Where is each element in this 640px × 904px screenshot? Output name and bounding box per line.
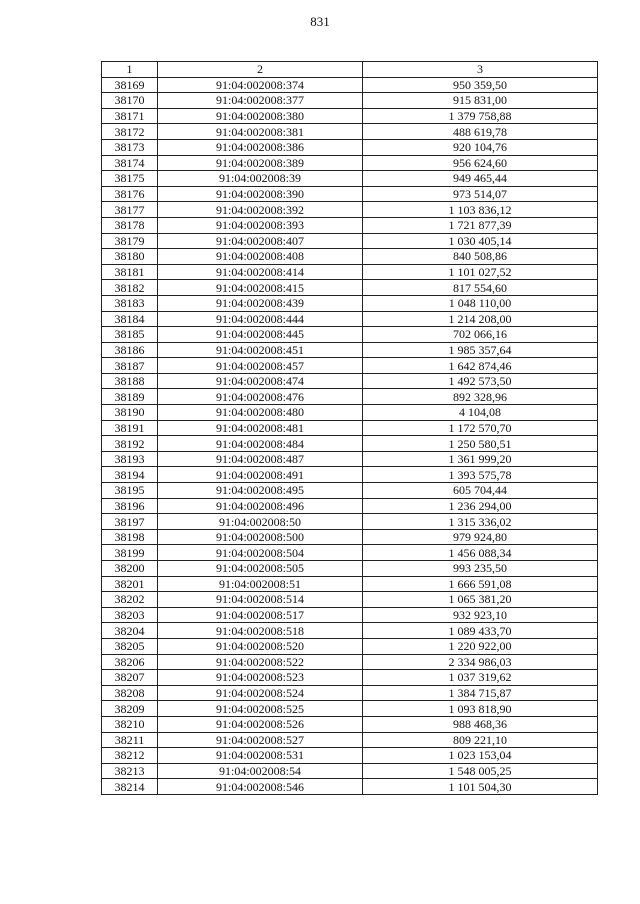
value-cell: 973 514,07	[363, 186, 598, 202]
table-row	[102, 685, 598, 701]
table-row	[102, 77, 598, 93]
registry-table	[101, 61, 598, 795]
cadastral-number-cell: 91:04:002008:51	[158, 576, 363, 592]
cadastral-number-cell: 91:04:002008:500	[158, 529, 363, 545]
table-row	[102, 732, 598, 748]
value-cell: 956 624,60	[363, 155, 598, 171]
cadastral-number-cell: 91:04:002008:377	[158, 93, 363, 109]
value-cell: 950 359,50	[363, 77, 598, 93]
row-number-cell: 38199	[102, 545, 158, 561]
cadastral-number-cell: 91:04:002008:39	[158, 171, 363, 187]
value-cell: 1 236 294,00	[363, 498, 598, 514]
row-number-cell: 38186	[102, 342, 158, 358]
table-row	[102, 748, 598, 764]
row-number-cell: 38177	[102, 202, 158, 218]
row-number-cell: 38211	[102, 732, 158, 748]
row-number-cell: 38189	[102, 389, 158, 405]
value-cell: 1 456 088,34	[363, 545, 598, 561]
cadastral-number-cell: 91:04:002008:389	[158, 155, 363, 171]
value-cell: 2 334 986,03	[363, 654, 598, 670]
table-row	[102, 670, 598, 686]
table-row	[102, 171, 598, 187]
cadastral-number-cell: 91:04:002008:445	[158, 327, 363, 343]
cadastral-number-cell: 91:04:002008:495	[158, 483, 363, 499]
value-cell: 1 548 005,25	[363, 763, 598, 779]
table-row	[102, 405, 598, 421]
value-cell: 702 066,16	[363, 327, 598, 343]
cadastral-number-cell: 91:04:002008:491	[158, 467, 363, 483]
value-cell: 915 831,00	[363, 93, 598, 109]
table-row	[102, 451, 598, 467]
value-cell: 1 666 591,08	[363, 576, 598, 592]
value-cell: 488 619,78	[363, 124, 598, 140]
row-number-cell: 38191	[102, 420, 158, 436]
value-cell: 1 048 110,00	[363, 295, 598, 311]
cadastral-number-cell: 91:04:002008:531	[158, 748, 363, 764]
page-number: 831	[310, 14, 330, 29]
value-cell: 1 023 153,04	[363, 748, 598, 764]
value-cell: 4 104,08	[363, 405, 598, 421]
row-number-cell: 38172	[102, 124, 158, 140]
table-row	[102, 763, 598, 779]
cadastral-number-cell: 91:04:002008:527	[158, 732, 363, 748]
table-row	[102, 467, 598, 483]
row-number-cell: 38202	[102, 592, 158, 608]
value-cell: 1 220 922,00	[363, 638, 598, 654]
row-number-cell: 38195	[102, 483, 158, 499]
cadastral-number-cell: 91:04:002008:414	[158, 264, 363, 280]
table-row	[102, 716, 598, 732]
value-cell: 979 924,80	[363, 529, 598, 545]
value-cell: 1 384 715,87	[363, 685, 598, 701]
row-number-cell: 38184	[102, 311, 158, 327]
cadastral-number-cell: 91:04:002008:514	[158, 592, 363, 608]
row-number-cell: 38182	[102, 280, 158, 296]
cadastral-number-cell: 91:04:002008:408	[158, 249, 363, 265]
row-number-cell: 38207	[102, 670, 158, 686]
row-number-cell: 38188	[102, 373, 158, 389]
row-number-cell: 38213	[102, 763, 158, 779]
table-row	[102, 93, 598, 109]
value-cell: 1 721 877,39	[363, 217, 598, 233]
cadastral-number-cell: 91:04:002008:526	[158, 716, 363, 732]
value-cell: 1 103 836,12	[363, 202, 598, 218]
row-number-cell: 38204	[102, 623, 158, 639]
value-cell: 993 235,50	[363, 561, 598, 577]
table-row	[102, 249, 598, 265]
row-number-cell: 38181	[102, 264, 158, 280]
cadastral-number-cell: 91:04:002008:374	[158, 77, 363, 93]
row-number-cell: 38180	[102, 249, 158, 265]
value-cell: 1 089 433,70	[363, 623, 598, 639]
table-row	[102, 264, 598, 280]
value-cell: 1 101 027,52	[363, 264, 598, 280]
row-number-cell: 38209	[102, 701, 158, 717]
value-cell: 988 468,36	[363, 716, 598, 732]
value-cell: 1 172 570,70	[363, 420, 598, 436]
table-row	[102, 108, 598, 124]
value-cell: 1 393 575,78	[363, 467, 598, 483]
row-number-cell: 38178	[102, 217, 158, 233]
table-row	[102, 436, 598, 452]
row-number-cell: 38171	[102, 108, 158, 124]
row-number-cell: 38183	[102, 295, 158, 311]
cadastral-number-cell: 91:04:002008:390	[158, 186, 363, 202]
cadastral-number-cell: 91:04:002008:386	[158, 139, 363, 155]
value-cell: 1 379 758,88	[363, 108, 598, 124]
value-cell: 1 492 573,50	[363, 373, 598, 389]
cadastral-number-cell: 91:04:002008:481	[158, 420, 363, 436]
cadastral-number-cell: 91:04:002008:546	[158, 779, 363, 795]
value-cell: 1 315 336,02	[363, 514, 598, 530]
value-cell: 1 093 818,90	[363, 701, 598, 717]
cadastral-number-cell: 91:04:002008:476	[158, 389, 363, 405]
table-row	[102, 295, 598, 311]
table-row	[102, 139, 598, 155]
row-number-cell: 38214	[102, 779, 158, 795]
cadastral-number-cell: 91:04:002008:524	[158, 685, 363, 701]
row-number-cell: 38196	[102, 498, 158, 514]
cadastral-number-cell: 91:04:002008:415	[158, 280, 363, 296]
row-number-cell: 38200	[102, 561, 158, 577]
row-number-cell: 38175	[102, 171, 158, 187]
value-cell: 840 508,86	[363, 249, 598, 265]
table-row	[102, 280, 598, 296]
row-number-cell: 38193	[102, 451, 158, 467]
table-row	[102, 217, 598, 233]
row-number-cell: 38210	[102, 716, 158, 732]
table-row	[102, 420, 598, 436]
cadastral-number-cell: 91:04:002008:451	[158, 342, 363, 358]
table-row	[102, 483, 598, 499]
row-number-cell: 38194	[102, 467, 158, 483]
row-number-cell: 38198	[102, 529, 158, 545]
cadastral-number-cell: 91:04:002008:520	[158, 638, 363, 654]
table-header-row	[102, 62, 598, 78]
value-cell: 1 065 381,20	[363, 592, 598, 608]
row-number-cell: 38208	[102, 685, 158, 701]
row-number-cell: 38203	[102, 607, 158, 623]
cadastral-number-cell: 91:04:002008:407	[158, 233, 363, 249]
row-number-cell: 38170	[102, 93, 158, 109]
value-cell: 1 985 357,64	[363, 342, 598, 358]
value-cell: 817 554,60	[363, 280, 598, 296]
column-header-1: 1	[102, 62, 158, 78]
table-row	[102, 576, 598, 592]
row-number-cell: 38206	[102, 654, 158, 670]
column-header-3: 3	[363, 62, 598, 78]
row-number-cell: 38197	[102, 514, 158, 530]
value-cell: 892 328,96	[363, 389, 598, 405]
cadastral-number-cell: 91:04:002008:392	[158, 202, 363, 218]
table-row	[102, 592, 598, 608]
cadastral-number-cell: 91:04:002008:523	[158, 670, 363, 686]
table-row	[102, 623, 598, 639]
value-cell: 1 037 319,62	[363, 670, 598, 686]
row-number-cell: 38176	[102, 186, 158, 202]
row-number-cell: 38190	[102, 405, 158, 421]
table-row	[102, 607, 598, 623]
table-row	[102, 654, 598, 670]
table-row	[102, 342, 598, 358]
row-number-cell: 38169	[102, 77, 158, 93]
cadastral-number-cell: 91:04:002008:525	[158, 701, 363, 717]
value-cell: 932 923,10	[363, 607, 598, 623]
cadastral-number-cell: 91:04:002008:504	[158, 545, 363, 561]
table-row	[102, 373, 598, 389]
row-number-cell: 38179	[102, 233, 158, 249]
cadastral-number-cell: 91:04:002008:522	[158, 654, 363, 670]
table-row	[102, 561, 598, 577]
cadastral-number-cell: 91:04:002008:480	[158, 405, 363, 421]
cadastral-number-cell: 91:04:002008:444	[158, 311, 363, 327]
table-row	[102, 202, 598, 218]
table-row	[102, 498, 598, 514]
cadastral-number-cell: 91:04:002008:439	[158, 295, 363, 311]
cadastral-number-cell: 91:04:002008:54	[158, 763, 363, 779]
table-row	[102, 514, 598, 530]
value-cell: 1 361 999,20	[363, 451, 598, 467]
value-cell: 1 030 405,14	[363, 233, 598, 249]
value-cell: 1 250 580,51	[363, 436, 598, 452]
cadastral-number-cell: 91:04:002008:381	[158, 124, 363, 140]
cadastral-number-cell: 91:04:002008:517	[158, 607, 363, 623]
row-number-cell: 38212	[102, 748, 158, 764]
table-row	[102, 155, 598, 171]
row-number-cell: 38173	[102, 139, 158, 155]
cadastral-number-cell: 91:04:002008:487	[158, 451, 363, 467]
row-number-cell: 38174	[102, 155, 158, 171]
cadastral-number-cell: 91:04:002008:496	[158, 498, 363, 514]
table-row	[102, 124, 598, 140]
cadastral-number-cell: 91:04:002008:50	[158, 514, 363, 530]
value-cell: 605 704,44	[363, 483, 598, 499]
row-number-cell: 38205	[102, 638, 158, 654]
table-row	[102, 638, 598, 654]
cadastral-number-cell: 91:04:002008:518	[158, 623, 363, 639]
table-row	[102, 701, 598, 717]
table-row	[102, 389, 598, 405]
value-cell: 949 465,44	[363, 171, 598, 187]
cadastral-number-cell: 91:04:002008:505	[158, 561, 363, 577]
cadastral-number-cell: 91:04:002008:393	[158, 217, 363, 233]
table-row	[102, 327, 598, 343]
table-row	[102, 529, 598, 545]
row-number-cell: 38201	[102, 576, 158, 592]
table-row	[102, 186, 598, 202]
value-cell: 809 221,10	[363, 732, 598, 748]
cadastral-number-cell: 91:04:002008:484	[158, 436, 363, 452]
value-cell: 1 101 504,30	[363, 779, 598, 795]
table-row	[102, 311, 598, 327]
table-row	[102, 779, 598, 795]
cadastral-number-cell: 91:04:002008:457	[158, 358, 363, 374]
value-cell: 1 642 874,46	[363, 358, 598, 374]
cadastral-number-cell: 91:04:002008:380	[158, 108, 363, 124]
table-row	[102, 358, 598, 374]
cadastral-number-cell: 91:04:002008:474	[158, 373, 363, 389]
column-header-2: 2	[158, 62, 363, 78]
row-number-cell: 38187	[102, 358, 158, 374]
value-cell: 1 214 208,00	[363, 311, 598, 327]
value-cell: 920 104,76	[363, 139, 598, 155]
row-number-cell: 38185	[102, 327, 158, 343]
row-number-cell: 38192	[102, 436, 158, 452]
table-row	[102, 233, 598, 249]
table-row	[102, 545, 598, 561]
